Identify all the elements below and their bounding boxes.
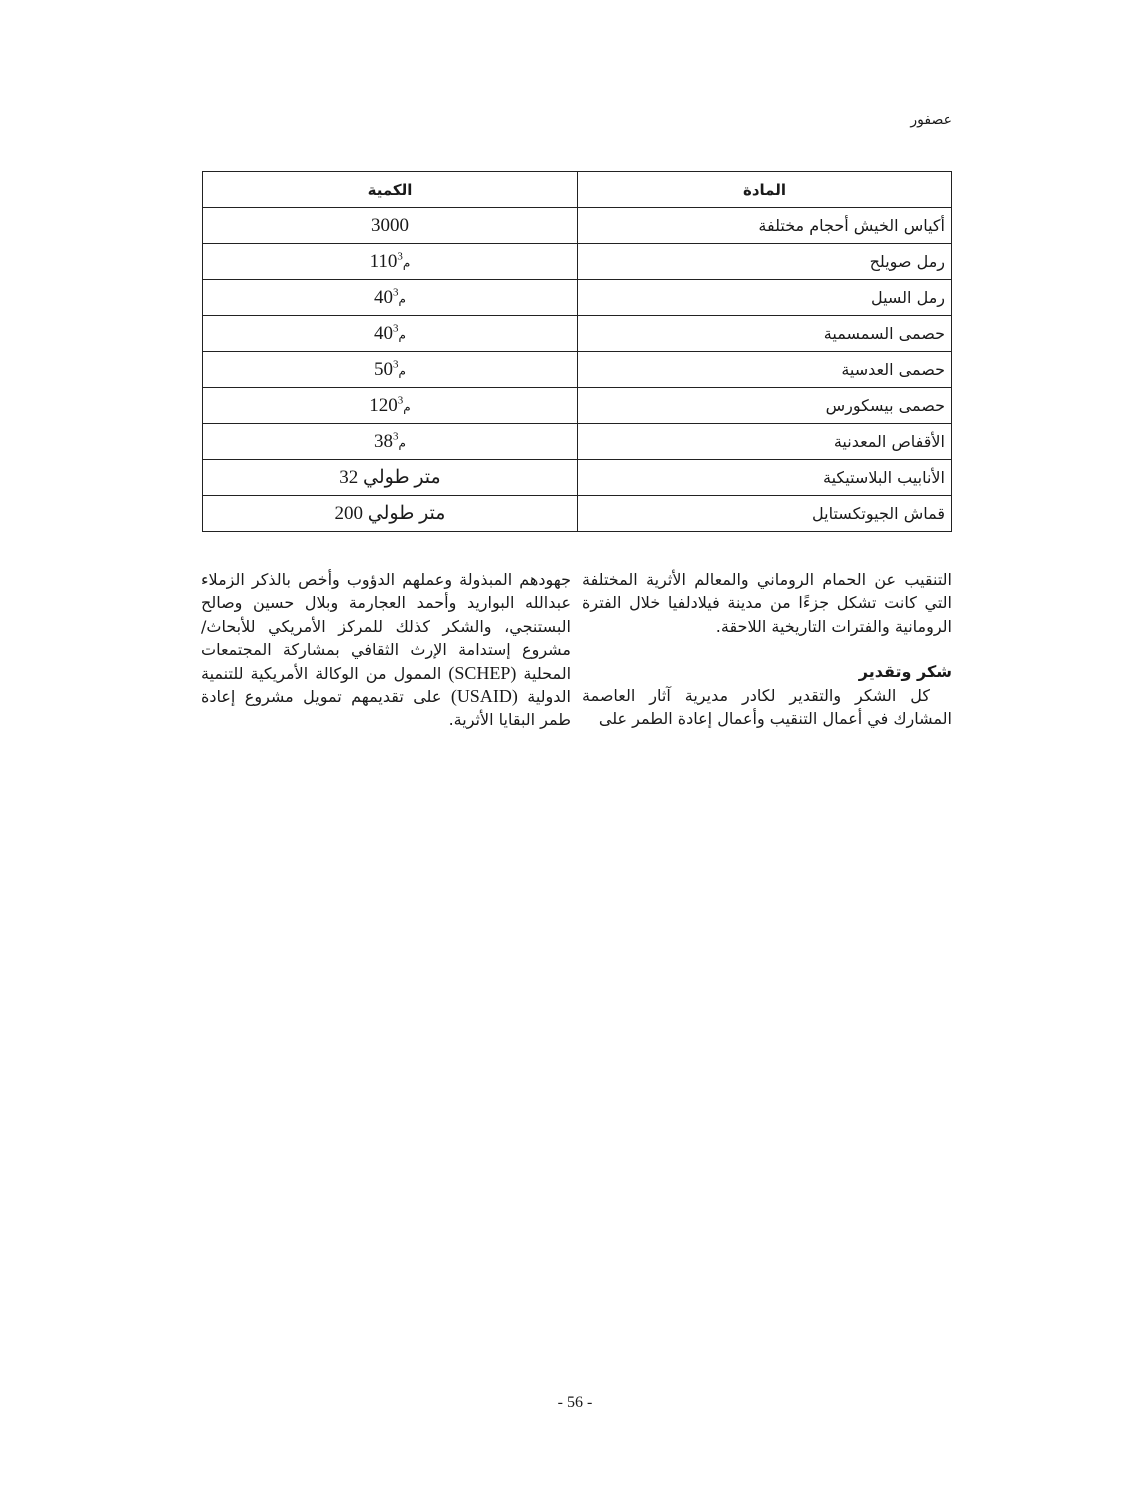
quantity-cell: متر طولي 200	[203, 496, 578, 532]
quantity-value: 40	[374, 322, 394, 344]
table-row	[203, 280, 952, 316]
quantity-cell	[203, 424, 578, 460]
material-cell: حصمى العدسية	[578, 352, 952, 388]
acknowledgement-heading: شكر وتقدير	[858, 662, 952, 682]
quantity-value: 50	[374, 358, 394, 380]
right-column	[582, 568, 952, 730]
quantity-exponent: 3	[393, 286, 399, 299]
page-number: - 56 -	[557, 1394, 593, 1411]
ack-text-2: الممول من الوكالة الأمريكية للتنمية الدولية	[201, 663, 571, 707]
table-row	[203, 352, 952, 388]
header-material: المادة	[578, 172, 952, 208]
running-head: عصفور	[910, 112, 952, 128]
material-cell: حصمى بيسكورس	[578, 388, 952, 424]
quantity-value: 38	[374, 430, 394, 452]
table-row	[203, 424, 952, 460]
quantity-exponent: 3	[397, 250, 403, 263]
ack-text-3: على تقديمهم تمويل مشروع إعادة طمر البقايا الأثرية.	[201, 687, 571, 730]
quantity-value: 110	[369, 250, 398, 272]
quantity-cell	[203, 280, 578, 316]
quantity-unit: م	[398, 363, 406, 378]
material-cell: الأنابيب البلاستيكية	[578, 460, 952, 496]
material-cell: رمل صويلح	[578, 244, 952, 280]
table-row	[203, 208, 952, 244]
left-column	[201, 568, 571, 732]
quantity-value: 120	[369, 394, 398, 416]
material-cell: الأقفاص المعدنية	[578, 424, 952, 460]
quantity-cell	[203, 316, 578, 352]
quantity-value: 40	[374, 286, 394, 308]
table-row	[203, 316, 952, 352]
quantity-unit: م	[403, 399, 411, 414]
quantity-exponent: 3	[393, 358, 399, 371]
material-cell: رمل السيل	[578, 280, 952, 316]
table-row	[203, 388, 952, 424]
quantity-cell: 3000	[203, 208, 578, 244]
material-cell: حصمى السمسمية	[578, 316, 952, 352]
table-row	[203, 496, 952, 532]
quantity-unit: م	[398, 327, 406, 342]
quantity-unit: م	[398, 435, 406, 450]
excavation-paragraph: التنقيب عن الحمام الروماني والمعالم الأثرية المختلفة التي كانت تشكل جزءًا من مدينة فيلادلفيا خلال الفترة الرومانية والفترات التاريخية اللاحقة.	[582, 570, 952, 636]
schep-acronym: (SCHEP)	[448, 662, 517, 683]
quantity-unit: م	[402, 255, 411, 270]
table-row	[203, 244, 952, 280]
table-body	[203, 208, 952, 532]
acknowledgement-paragraph-continued	[201, 568, 571, 732]
quantity-exponent: 3	[397, 394, 404, 407]
table-row	[203, 460, 952, 496]
quantity-cell	[203, 352, 578, 388]
acknowledgement-paragraph-start: كل الشكر والتقدير لكادر مديرية آثار العاصمة المشارك في أعمال التنقيب وأعمال إعادة الطمر على	[582, 685, 952, 729]
quantity-exponent: 3	[393, 430, 399, 443]
table-header-row	[203, 172, 952, 208]
materials-table	[202, 171, 952, 532]
ack-text-1: جهودهم المبذولة وعملهم الدؤوب وأخص بالذكر الزملاء عبدالله البواريد وأحمد العجارمة وبلال حسين وصالح البستنجي، والشكر كذلك للمركز الأمريكي للأبحاث/مشروع إستدامة الإرث الثقافي بمشاركة المجتمعات المحلية	[201, 570, 572, 683]
material-cell: أكياس الخيش أحجام مختلفة	[578, 208, 952, 244]
usaid-acronym: (USAID)	[450, 686, 518, 707]
quantity-unit: م	[398, 291, 406, 306]
header-quantity: الكمية	[203, 172, 578, 208]
material-cell: قماش الجيوتكستايل	[578, 496, 952, 532]
quantity-exponent: 3	[393, 322, 399, 335]
quantity-cell: متر طولي 32	[203, 460, 578, 496]
quantity-cell	[203, 244, 578, 280]
quantity-cell	[203, 388, 578, 424]
